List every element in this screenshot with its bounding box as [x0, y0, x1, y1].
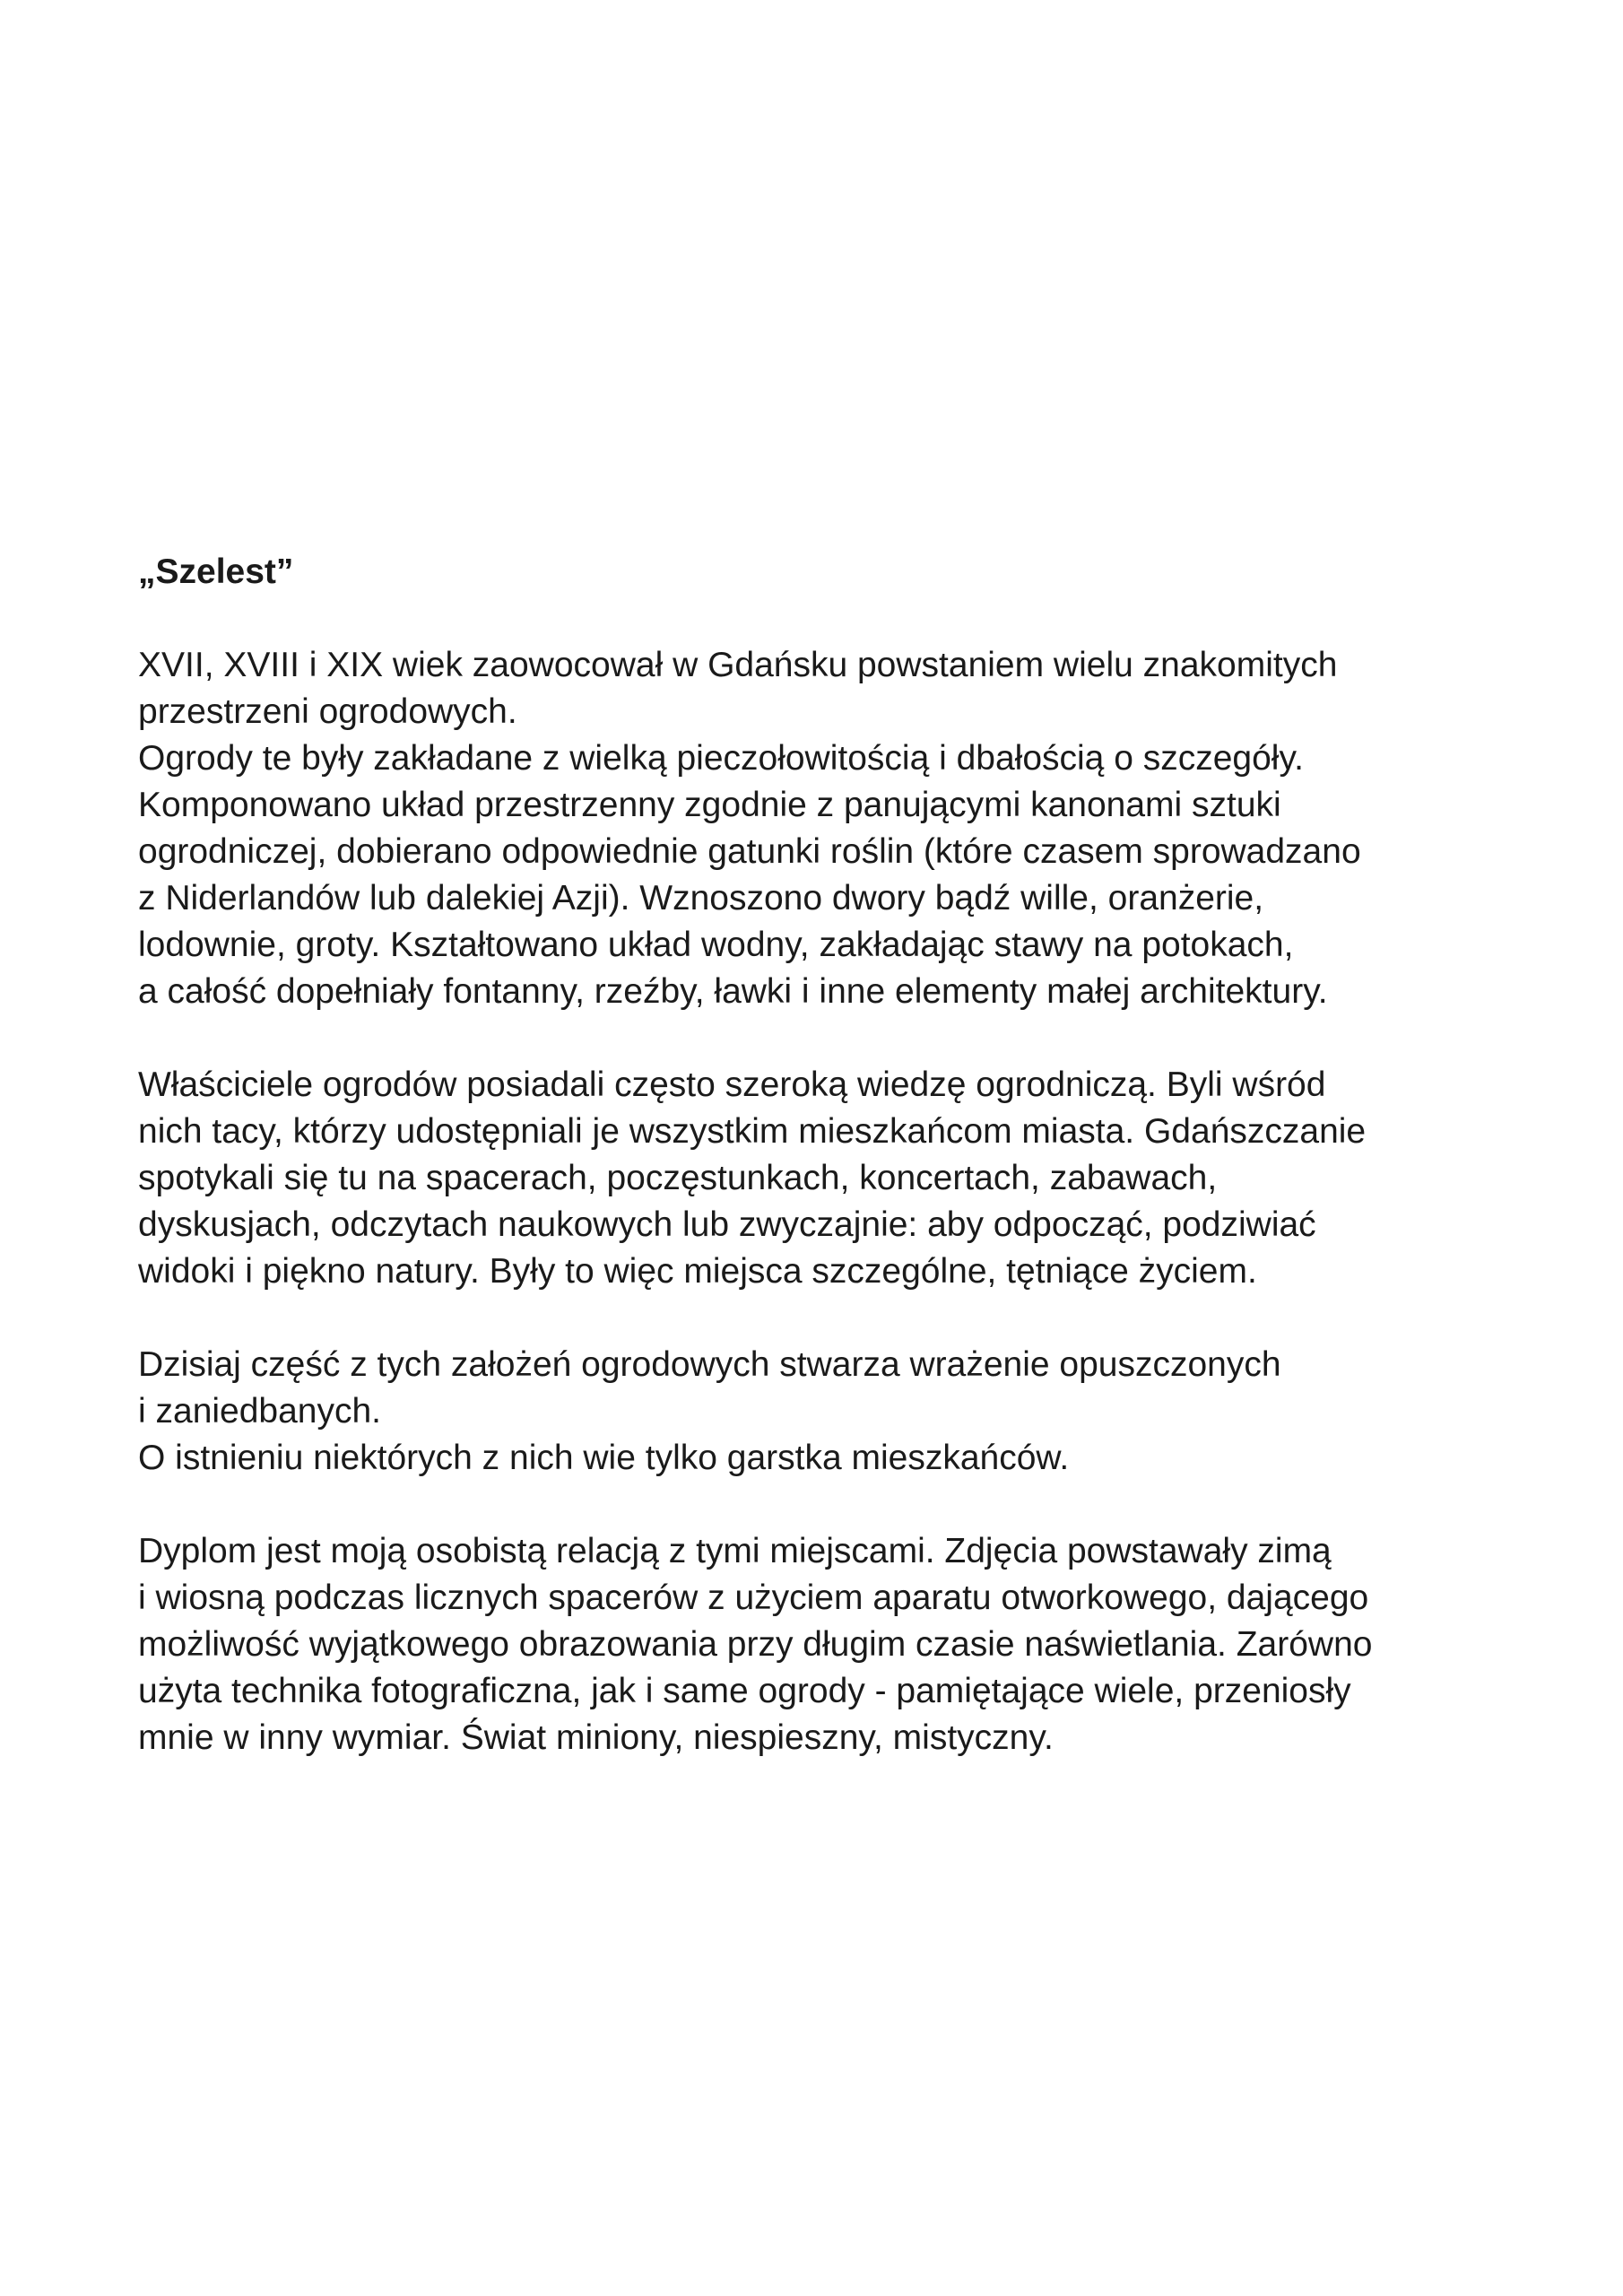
- text-line: i wiosną podczas licznych spacerów z użyciem aparatu otworkowego, dającego: [138, 1578, 1369, 1617]
- text-line: nich tacy, którzy udostępniali je wszystkim mieszkańcom miasta. Gdańszczanie: [138, 1112, 1367, 1151]
- text-line: i zaniedbanych.: [138, 1392, 382, 1431]
- text-line: przestrzeni ogrodowych.: [138, 692, 517, 731]
- text-line: Ogrody te były zakładane z wielką pieczołowitością i dbałością o szczegóły.: [138, 739, 1304, 778]
- text-line: ogrodniczej, dobierano odpowiednie gatunki roślin (które czasem sprowadzano: [138, 832, 1361, 871]
- text-line: O istnieniu niektórych z nich wie tylko garstka mieszkańców.: [138, 1439, 1070, 1477]
- text-line: mnie w inny wymiar. Świat miniony, niespieszny, mistyczny.: [138, 1718, 1054, 1757]
- text-line: Dyplom jest moją osobistą relacją z tymi miejscami. Zdjęcia powstawały zimą: [138, 1532, 1332, 1570]
- text-line: widoki i piękno natury. Były to więc miejsca szczególne, tętniące życiem.: [138, 1252, 1257, 1291]
- paragraph-owners: [138, 1062, 1537, 1295]
- text-line: możliwość wyjątkowego obrazowania przy długim czasie naświetlania. Zarówno: [138, 1625, 1373, 1664]
- text-line: XVII, XVIII i XIX wiek zaowocował w Gdańsku powstaniem wielu znakomitych: [138, 646, 1338, 684]
- document-title: „Szelest”: [138, 552, 294, 591]
- paragraph-history: [138, 642, 1537, 1015]
- text-line: a całość dopełniały fontanny, rzeźby, ławki i inne elementy małej architektury.: [138, 972, 1328, 1011]
- text-line: dyskusjach, odczytach naukowych lub zwyczajnie: aby odpocząć, podziwiać: [138, 1205, 1316, 1244]
- text-line: Właściciele ogrodów posiadali często szeroką wiedzę ogrodniczą. Byli wśród: [138, 1065, 1326, 1104]
- paragraph-today: [138, 1342, 1537, 1482]
- document-body: [138, 549, 1537, 1808]
- text-line: Dzisiaj część z tych założeń ogrodowych stwarza wrażenie opuszczonych: [138, 1345, 1281, 1384]
- text-line: spotykali się tu na spacerach, poczęstunkach, koncertach, zabawach,: [138, 1159, 1218, 1197]
- text-line: z Niderlandów lub dalekiej Azji). Wznoszono dwory bądź wille, oranżerie,: [138, 879, 1264, 918]
- text-line: lodownie, groty. Kształtowano układ wodny, zakładając stawy na potokach,: [138, 926, 1294, 964]
- text-line: Komponowano układ przestrzenny zgodnie z panującymi kanonami sztuki: [138, 786, 1281, 824]
- paragraph-diploma: [138, 1528, 1537, 1761]
- text-line: użyta technika fotograficzna, jak i same ogrody - pamiętające wiele, przeniosły: [138, 1672, 1351, 1710]
